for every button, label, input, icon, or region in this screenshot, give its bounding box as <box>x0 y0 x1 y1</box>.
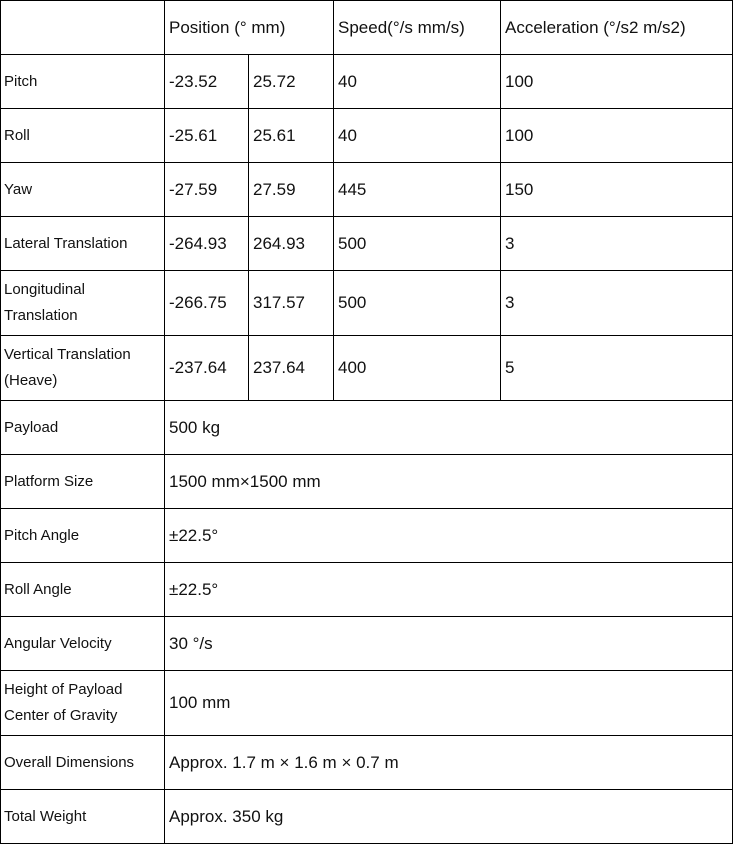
position-min: -237.64 <box>165 336 249 401</box>
table-row <box>1 163 733 217</box>
spec-value: ±22.5° <box>165 563 733 617</box>
acceleration-value: 150 <box>501 163 733 217</box>
speed-value: 445 <box>334 163 501 217</box>
table-row <box>1 217 733 271</box>
spec-label: Total Weight <box>1 790 165 844</box>
spec-label: Payload <box>1 401 165 455</box>
position-min: -25.61 <box>165 109 249 163</box>
spec-label: Platform Size <box>1 455 165 509</box>
table-row <box>1 563 733 617</box>
speed-value: 500 <box>334 217 501 271</box>
table-row <box>1 617 733 671</box>
position-min: -23.52 <box>165 55 249 109</box>
row-label: Pitch <box>1 55 165 109</box>
position-max: 237.64 <box>249 336 334 401</box>
table-row <box>1 736 733 790</box>
row-label: Vertical Translation (Heave) <box>1 336 165 401</box>
spec-value: 30 °/s <box>165 617 733 671</box>
header-blank-cell <box>1 1 165 55</box>
position-min: -266.75 <box>165 271 249 336</box>
position-max: 27.59 <box>249 163 334 217</box>
acceleration-value: 3 <box>501 271 733 336</box>
speed-value: 500 <box>334 271 501 336</box>
header-speed: Speed(°/s mm/s) <box>334 1 501 55</box>
spec-label: Pitch Angle <box>1 509 165 563</box>
spec-label: Overall Dimensions <box>1 736 165 790</box>
table-row <box>1 271 733 336</box>
table-row <box>1 455 733 509</box>
row-label: Roll <box>1 109 165 163</box>
spec-value: 500 kg <box>165 401 733 455</box>
spec-value: 1500 mm×1500 mm <box>165 455 733 509</box>
position-min: -27.59 <box>165 163 249 217</box>
table-row <box>1 336 733 401</box>
spec-value: 100 mm <box>165 671 733 736</box>
position-max: 317.57 <box>249 271 334 336</box>
spec-label: Roll Angle <box>1 563 165 617</box>
header-acceleration: Acceleration (°/s2 m/s2) <box>501 1 733 55</box>
table-header-row <box>1 1 733 55</box>
row-label: Longitudinal Translation <box>1 271 165 336</box>
position-min: -264.93 <box>165 217 249 271</box>
row-label: Lateral Translation <box>1 217 165 271</box>
table-row <box>1 671 733 736</box>
acceleration-value: 100 <box>501 109 733 163</box>
position-max: 264.93 <box>249 217 334 271</box>
position-max: 25.61 <box>249 109 334 163</box>
position-max: 25.72 <box>249 55 334 109</box>
table-row <box>1 401 733 455</box>
acceleration-value: 100 <box>501 55 733 109</box>
spec-value: Approx. 350 kg <box>165 790 733 844</box>
acceleration-value: 5 <box>501 336 733 401</box>
spec-value: Approx. 1.7 m × 1.6 m × 0.7 m <box>165 736 733 790</box>
speed-value: 40 <box>334 55 501 109</box>
table-row <box>1 790 733 844</box>
spec-label: Angular Velocity <box>1 617 165 671</box>
speed-value: 400 <box>334 336 501 401</box>
table-row <box>1 55 733 109</box>
header-position: Position (° mm) <box>165 1 334 55</box>
spec-value: ±22.5° <box>165 509 733 563</box>
speed-value: 40 <box>334 109 501 163</box>
row-label: Yaw <box>1 163 165 217</box>
acceleration-value: 3 <box>501 217 733 271</box>
spec-label: Height of Payload Center of Gravity <box>1 671 165 736</box>
table-row <box>1 509 733 563</box>
table-row <box>1 109 733 163</box>
